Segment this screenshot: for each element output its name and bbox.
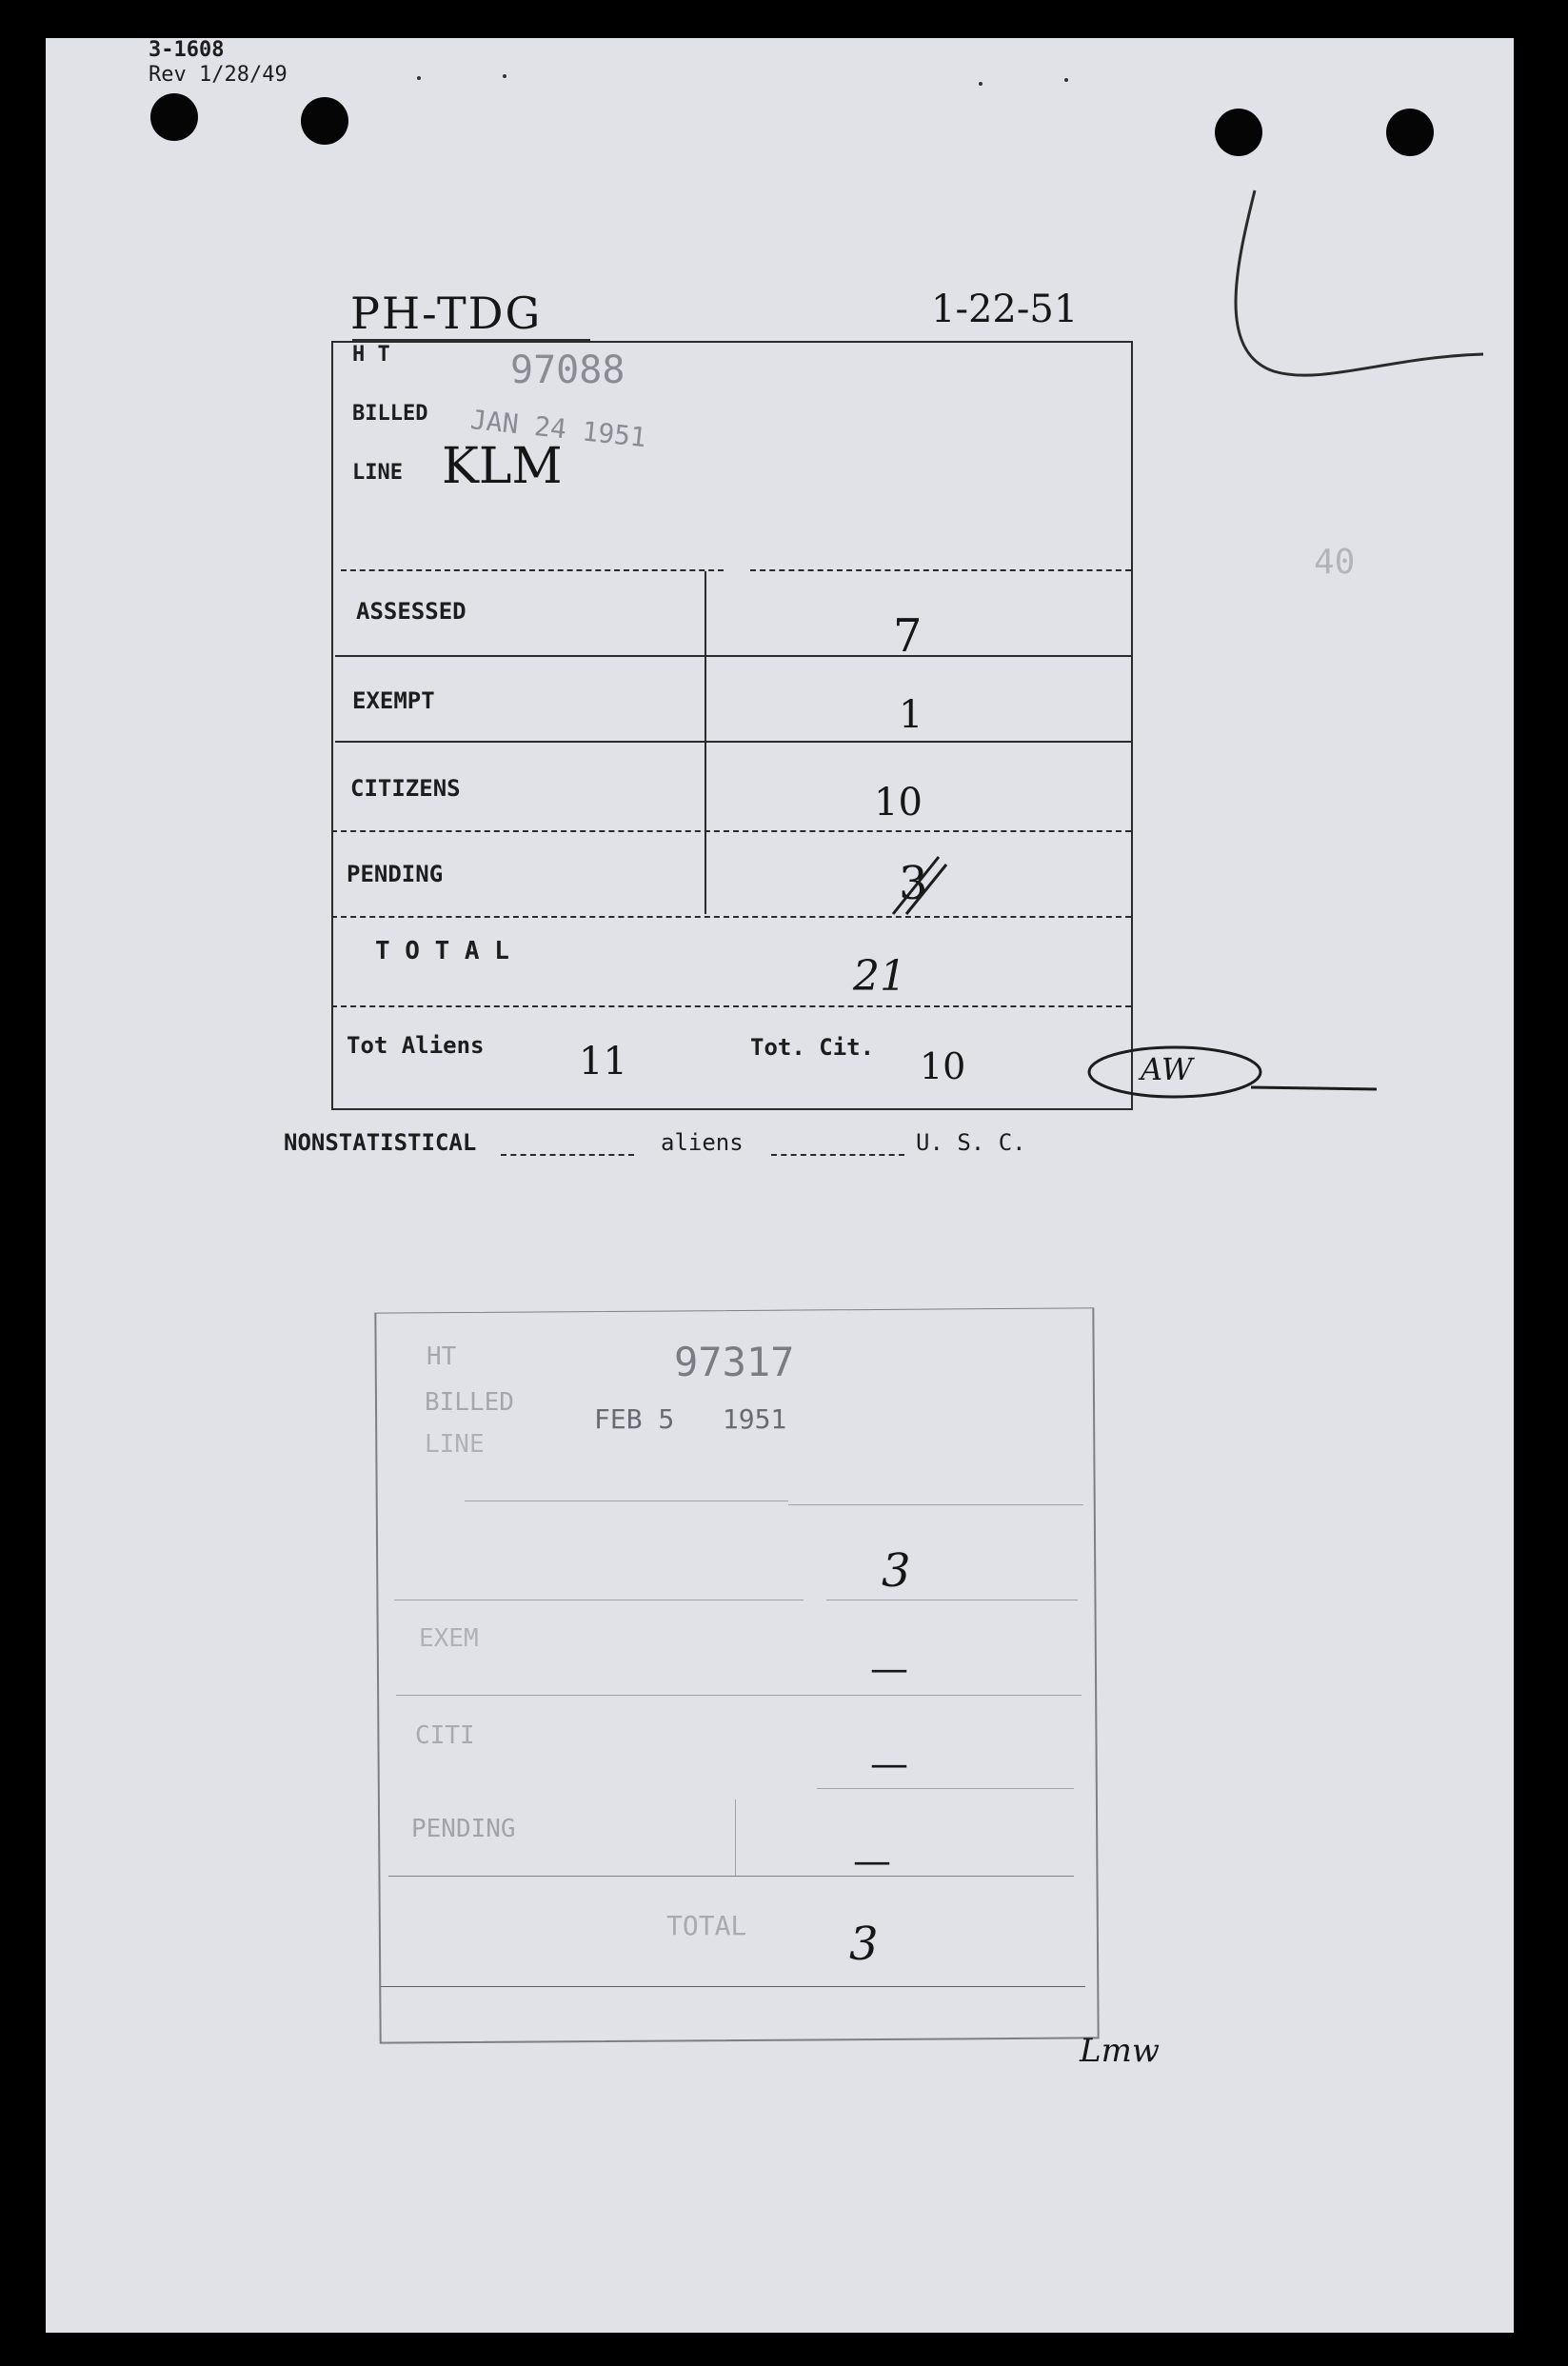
assessed-value: 7	[893, 609, 923, 663]
flight-code: PH-TDG	[350, 288, 543, 339]
initials-loop	[1080, 1038, 1384, 1114]
card2-initials: Lmw	[1080, 2032, 1160, 2070]
card2-pending-value: —	[853, 1839, 891, 1883]
punch-hole	[1386, 109, 1434, 156]
speck	[417, 76, 421, 80]
speck	[1064, 78, 1068, 82]
card2-total-label: TOTAL	[666, 1910, 747, 1941]
billed-date-stamp: JAN 24 1951	[468, 404, 648, 454]
rule	[331, 830, 1131, 832]
card1-date: 1-22-51	[931, 288, 1079, 331]
card1-initials: AW	[1141, 1051, 1193, 1087]
exempt-label: EXEMPT	[352, 687, 435, 714]
usc-label: U. S. C.	[916, 1129, 1026, 1156]
speck	[503, 74, 506, 78]
rule	[335, 741, 1131, 743]
card2-billed-label: BILLED	[425, 1388, 514, 1417]
pending-label: PENDING	[347, 861, 444, 887]
ht-label: H T	[352, 343, 390, 367]
tot-cit-value: 10	[920, 1045, 966, 1087]
rule	[335, 655, 1131, 657]
total-value: 21	[853, 952, 906, 1001]
rule	[750, 569, 1131, 571]
line-label: LINE	[352, 461, 403, 485]
column-divider	[705, 571, 706, 914]
rule	[381, 1986, 1085, 1987]
column-divider	[735, 1799, 736, 1876]
document-page	[46, 38, 1514, 2333]
card2-citizens-label: CITI	[415, 1721, 475, 1750]
card2-exempt-value: —	[870, 1647, 908, 1691]
tot-aliens-label: Tot Aliens	[347, 1032, 485, 1059]
tot-aliens-value: 11	[579, 1040, 627, 1084]
pending-strikethrough	[883, 853, 950, 920]
card2-line-label: LINE	[425, 1430, 485, 1459]
nonstat-aliens-blank	[501, 1154, 634, 1156]
card2-total-value: 3	[849, 1918, 879, 1971]
rule	[331, 916, 1131, 918]
punch-hole	[150, 93, 198, 141]
citizens-value: 10	[874, 781, 923, 825]
total-label: T O T A L	[375, 937, 509, 965]
line-value: KLM	[442, 438, 563, 495]
pencil-check-mark	[1169, 181, 1493, 428]
card2-billed-date: FEB 5 1951	[594, 1403, 787, 1435]
nonstat-usc-blank	[771, 1154, 904, 1156]
rule	[788, 1504, 1083, 1505]
rule	[817, 1788, 1074, 1789]
card2-ht-number: 97317	[674, 1339, 795, 1385]
assessed-label: ASSESSED	[356, 598, 466, 625]
exempt-value: 1	[899, 693, 923, 737]
rule	[396, 1695, 1082, 1696]
aliens-label: aliens	[661, 1129, 744, 1156]
form-revision: Rev 1/28/49	[149, 63, 288, 87]
speck	[979, 82, 982, 86]
ht-number: 97088	[510, 348, 625, 392]
form-number: 3-1608	[149, 38, 225, 62]
punch-hole	[301, 97, 348, 145]
card2-row1-value: 3	[882, 1544, 911, 1598]
rule	[341, 569, 724, 571]
card2-pending-label: PENDING	[411, 1815, 516, 1843]
card2-exempt-label: EXEM	[419, 1624, 479, 1653]
margin-note: 40	[1314, 543, 1356, 582]
rule	[388, 1876, 1074, 1877]
rule	[826, 1600, 1078, 1601]
punch-hole	[1215, 109, 1262, 156]
nonstatistical-label: NONSTATISTICAL	[284, 1129, 477, 1156]
billed-label: BILLED	[352, 402, 428, 426]
card2-ht-label: HT	[427, 1342, 457, 1371]
rule	[331, 1005, 1131, 1007]
rule	[394, 1600, 804, 1601]
citizens-label: CITIZENS	[350, 775, 461, 802]
tot-cit-label: Tot. Cit.	[750, 1034, 875, 1061]
pending-value: 3	[899, 857, 928, 910]
card2-citizens-value: —	[870, 1742, 908, 1786]
